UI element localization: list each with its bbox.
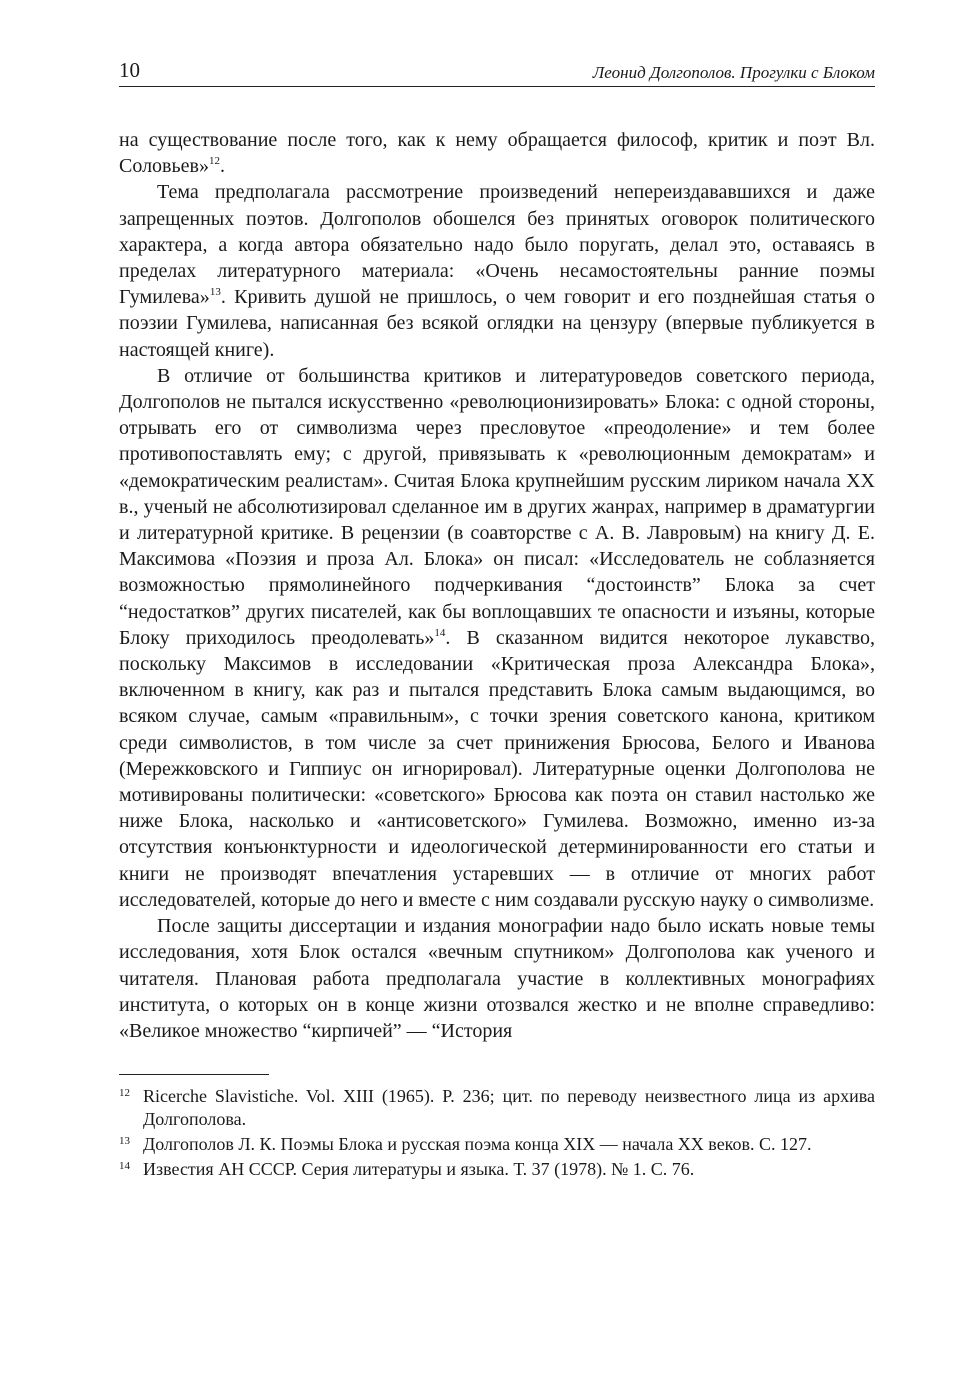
footnote-divider xyxy=(119,1074,269,1075)
paragraph-3 xyxy=(119,363,875,913)
paragraph-text: на существование после того, как к нему обращается философ, критик и поэт Вл. Соловьев» xyxy=(119,129,875,178)
footnote-13 xyxy=(119,1133,875,1156)
paragraph-4 xyxy=(119,913,875,1044)
paragraph-1 xyxy=(119,127,875,179)
running-header xyxy=(119,56,875,87)
footnote-ref-12[interactable]: 12 xyxy=(208,155,220,168)
paragraph-text-after: . xyxy=(219,155,225,178)
footnote-ref-14[interactable]: 14 xyxy=(434,626,446,639)
footnote-14 xyxy=(119,1158,875,1181)
footnote-ref-13[interactable]: 13 xyxy=(209,286,221,299)
footnote-number: 12 xyxy=(119,1087,130,1100)
body-text xyxy=(119,127,875,1044)
paragraph-text-after: . В сказанном видится некоторое лукавство, поскольку Максимов в исследовании «Критическая проза Александра Блока», включенном в книгу, как раз и пытался представить Блока самым выдающимся, во всяком случае, самым «правильным», с точки зрения советского канона, критиком среди символистов, в том числе за счет принижения Брюсова, Белого и Иванова (Мережковского и Гиппиус он игнорировал). Литературные оценки Долгополова не мотивированы политически: «советского» Брюсова как поэта он ставил настолько же ниже Блока, насколько и «антисоветского» Гумилева. Возможно, именно из-за отсутствия конъюнктурности и идеологической детерминированности его статьи и книги не производят впечатления устаревших — в отличие от многих работ исследователей, которые до него и вместе с ним создавали русскую науку о символизме. xyxy=(119,626,875,911)
book-page xyxy=(119,56,875,1183)
footnote-text: Долгополов Л. К. Поэмы Блока и русская поэма конца XIX — начала XX веков. С. 127. xyxy=(143,1134,812,1155)
paragraph-text: Тема предполагала рассмотрение произведений непереиздававшихся и даже запрещенных поэтов. Долгополов обошелся без принятых оговорок политического характера, а когда автора обязательно надо было поругать, делал это, оставаясь в пределах литературного материала: «Очень несамостоятельны ранние поэмы Гумилева» xyxy=(119,181,875,309)
paragraph-text: В отличие от большинства критиков и литературоведов советского периода, Долгополов не пытался искусственно «революционизировать» Блока: с одной стороны, отрывать его от символизма через пресловутое «преодоление» и тем более противопоставлять ему; с другой, привязывать к «революционным демократам» и «демократическим реалистам». Считая Блока крупнейшим русским лириком начала XX в., ученый не абсолютизировал сделанное им в других жанрах, например в драматургии и литературной критике. В рецензии (в соавторстве с А. В. Лавровым) на книгу Д. Е. Максимова «Поэзия и проза Ал. Блока» он писал: «Исследователь не соблазняется возможностью прямолинейного подчеркивания “достоинств” Блока за счет “недостатков” других писателей, как бы воплощавших те опасности и изъяны, которые Блоку приходилось преодолевать» xyxy=(119,364,875,649)
footnote-text: Ricerche Slavistiche. Vol. XIII (1965). P. 236; цит. по переводу неизвестного лица из архива Долгополова. xyxy=(143,1086,875,1130)
footnote-number: 13 xyxy=(119,1135,130,1148)
footnote-12 xyxy=(119,1085,875,1131)
running-title: Леонид Долгополов. Прогулки с Блоком xyxy=(592,63,875,82)
paragraph-text: После защиты диссертации и издания монографии надо было искать новые темы исследования, хотя Блок остался «вечным спутником» Долгополова как ученого и читателя. Плановая работа предполагала участие в коллективных монографиях института, о которых он в конце жизни отозвался жестко и не вполне справедливо: «Великое множество “кирпичей” — “История xyxy=(119,915,875,1042)
page-number: 10 xyxy=(119,58,140,82)
footnote-text: Известия АН СССР. Серия литературы и языка. Т. 37 (1978). № 1. С. 76. xyxy=(143,1159,695,1180)
paragraph-2 xyxy=(119,179,875,362)
footnote-number: 14 xyxy=(119,1160,130,1173)
footnotes xyxy=(119,1085,875,1181)
paragraph-text-after: . Кривить душой не пришлось, о чем говорит и его позднейшая статья о поэзии Гумилева, написанная без всякой оглядки на цензуру (впервые публикуется в настоящей книге). xyxy=(119,286,875,361)
